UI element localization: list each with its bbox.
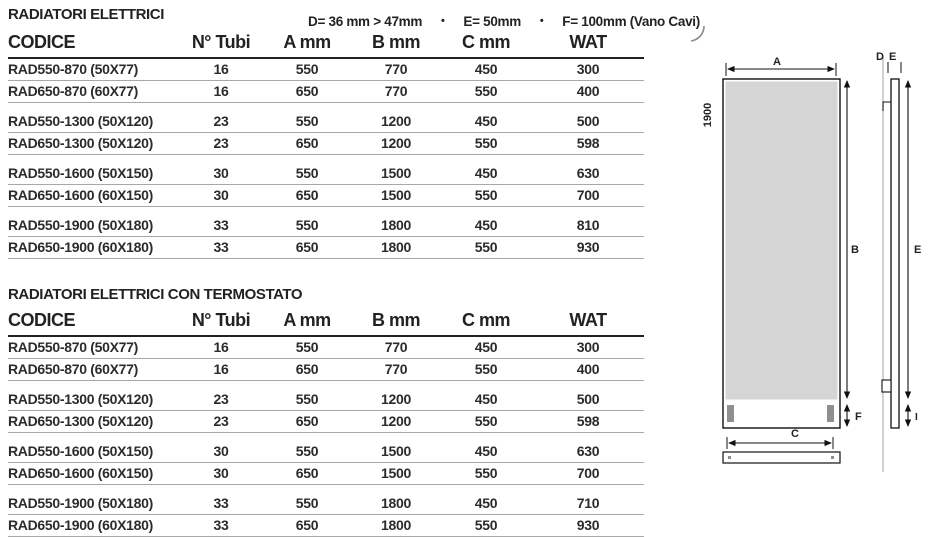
codice-cell: RAD650-1600 (60X150) xyxy=(8,185,180,207)
spec-f: F= 100mm (Vano Cavi) xyxy=(562,14,700,29)
codice-cell: RAD550-1600 (50X150) xyxy=(8,433,180,463)
side-view-profile xyxy=(891,79,899,428)
value-cell: 770 xyxy=(352,336,440,359)
value-cell: 1800 xyxy=(352,485,440,515)
value-cell: 300 xyxy=(532,336,644,359)
value-cell: 598 xyxy=(532,133,644,155)
value-cell: 630 xyxy=(532,433,644,463)
table-row xyxy=(8,237,644,259)
value-cell: 450 xyxy=(440,336,532,359)
value-cell: 23 xyxy=(180,133,262,155)
value-cell: 16 xyxy=(180,81,262,103)
value-cell: 550 xyxy=(262,381,352,411)
codice-cell: RAD650-1900 (60X180) xyxy=(8,515,180,537)
codice-cell: RAD550-1600 (50X150) xyxy=(8,155,180,185)
front-left-foot xyxy=(727,405,734,422)
value-cell: 400 xyxy=(532,81,644,103)
codice-cell: RAD650-1600 (60X150) xyxy=(8,463,180,485)
value-cell: 30 xyxy=(180,433,262,463)
value-cell: 550 xyxy=(262,58,352,81)
value-cell: 450 xyxy=(440,58,532,81)
value-cell: 1500 xyxy=(352,155,440,185)
col-header-codice: CODICE xyxy=(8,30,180,58)
table-row xyxy=(8,336,644,359)
value-cell: 23 xyxy=(180,381,262,411)
value-cell: 33 xyxy=(180,515,262,537)
table-row xyxy=(8,207,644,237)
codice-cell: RAD650-1300 (50X120) xyxy=(8,411,180,433)
codice-cell: RAD650-870 (60X77) xyxy=(8,359,180,381)
value-cell: 1500 xyxy=(352,185,440,207)
value-cell: 1500 xyxy=(352,433,440,463)
table-row xyxy=(8,185,644,207)
value-cell: 33 xyxy=(180,207,262,237)
radiator-technical-drawing xyxy=(690,25,929,482)
value-cell: 550 xyxy=(440,133,532,155)
value-cell: 1200 xyxy=(352,411,440,433)
radiators-table xyxy=(8,30,644,259)
value-cell: 550 xyxy=(440,185,532,207)
value-cell: 550 xyxy=(262,485,352,515)
value-cell: 650 xyxy=(262,463,352,485)
value-cell: 1800 xyxy=(352,207,440,237)
table-row xyxy=(8,103,644,133)
plan-left-foot xyxy=(728,456,731,459)
value-cell: 450 xyxy=(440,155,532,185)
value-cell: 550 xyxy=(262,155,352,185)
spec-d: D= 36 mm > 47mm xyxy=(308,14,423,29)
codice-cell: RAD550-870 (50X77) xyxy=(8,336,180,359)
value-cell: 550 xyxy=(262,207,352,237)
radiator-dimension-diagram xyxy=(690,25,929,482)
dimension-specs-line xyxy=(308,14,700,29)
dim-i-label: I xyxy=(915,412,918,423)
value-cell: 450 xyxy=(440,103,532,133)
tables-column xyxy=(8,6,700,537)
codice-cell: RAD550-1900 (50X180) xyxy=(8,485,180,515)
table-header-row xyxy=(8,308,644,336)
codice-cell: RAD550-870 (50X77) xyxy=(8,58,180,81)
value-cell: 23 xyxy=(180,411,262,433)
value-cell: 550 xyxy=(440,411,532,433)
value-cell: 33 xyxy=(180,485,262,515)
table-row xyxy=(8,133,644,155)
value-cell: 550 xyxy=(440,463,532,485)
col-header-c: C mm xyxy=(440,30,532,58)
lower-wall-bracket xyxy=(882,380,891,392)
value-cell: 16 xyxy=(180,359,262,381)
value-cell: 650 xyxy=(262,237,352,259)
spec-separator: • xyxy=(539,14,544,27)
value-cell: 598 xyxy=(532,411,644,433)
table-row xyxy=(8,515,644,537)
plan-right-foot xyxy=(831,456,834,459)
codice-cell: RAD650-1300 (50X120) xyxy=(8,133,180,155)
value-cell: 630 xyxy=(532,155,644,185)
value-cell: 300 xyxy=(532,58,644,81)
section1-title: RADIATORI ELETTRICI xyxy=(8,6,165,23)
col-header-c: C mm xyxy=(440,308,532,336)
col-header-tubi: N° Tubi xyxy=(180,30,262,58)
codice-cell: RAD550-1900 (50X180) xyxy=(8,207,180,237)
value-cell: 30 xyxy=(180,463,262,485)
dim-d-label: D xyxy=(876,51,884,63)
dim-b-label: B xyxy=(851,244,859,256)
value-cell: 550 xyxy=(440,237,532,259)
value-cell: 16 xyxy=(180,58,262,81)
table-row xyxy=(8,81,644,103)
value-cell: 650 xyxy=(262,515,352,537)
value-cell: 30 xyxy=(180,185,262,207)
front-right-foot xyxy=(827,405,834,422)
dim-e-top-label: E xyxy=(889,51,897,63)
value-cell: 550 xyxy=(440,359,532,381)
value-cell: 650 xyxy=(262,185,352,207)
value-cell: 930 xyxy=(532,515,644,537)
col-header-a: A mm xyxy=(262,30,352,58)
value-cell: 400 xyxy=(532,359,644,381)
value-cell: 1500 xyxy=(352,463,440,485)
value-cell: 550 xyxy=(440,515,532,537)
col-header-b: B mm xyxy=(352,30,440,58)
value-cell: 450 xyxy=(440,381,532,411)
radiators-thermostat-table xyxy=(8,308,644,537)
col-header-b: B mm xyxy=(352,308,440,336)
table-row xyxy=(8,359,644,381)
value-cell: 1800 xyxy=(352,237,440,259)
codice-cell: RAD650-870 (60X77) xyxy=(8,81,180,103)
table-row xyxy=(8,463,644,485)
table-row xyxy=(8,433,644,463)
col-header-codice: CODICE xyxy=(8,308,180,336)
value-cell: 450 xyxy=(440,207,532,237)
dim-f-label: F xyxy=(855,411,862,423)
table-header-row xyxy=(8,30,644,58)
value-cell: 1200 xyxy=(352,103,440,133)
value-cell: 550 xyxy=(262,103,352,133)
table-row xyxy=(8,411,644,433)
value-cell: 30 xyxy=(180,155,262,185)
decorative-arc xyxy=(691,26,704,41)
value-cell: 650 xyxy=(262,411,352,433)
value-cell: 450 xyxy=(440,433,532,463)
value-cell: 500 xyxy=(532,381,644,411)
value-cell: 550 xyxy=(440,81,532,103)
value-cell: 650 xyxy=(262,133,352,155)
spec-separator: • xyxy=(440,14,445,27)
codice-cell: RAD650-1900 (60X180) xyxy=(8,237,180,259)
dim-c-label: C xyxy=(791,428,799,440)
table-row xyxy=(8,155,644,185)
value-cell: 16 xyxy=(180,336,262,359)
value-cell: 500 xyxy=(532,103,644,133)
table-row xyxy=(8,485,644,515)
upper-wall-bracket xyxy=(883,102,891,111)
section2-title: RADIATORI ELETTRICI CON TERMOSTATO xyxy=(8,286,303,303)
value-cell: 930 xyxy=(532,237,644,259)
front-view-panel xyxy=(726,82,838,400)
value-cell: 550 xyxy=(262,336,352,359)
section2 xyxy=(8,286,658,537)
dim-a-label: A xyxy=(773,56,781,68)
value-cell: 700 xyxy=(532,185,644,207)
value-cell: 770 xyxy=(352,359,440,381)
codice-cell: RAD550-1300 (50X120) xyxy=(8,103,180,133)
value-cell: 1800 xyxy=(352,515,440,537)
dim-e-side-label: E xyxy=(914,244,922,256)
table-row xyxy=(8,381,644,411)
overall-height-label: 1900 xyxy=(702,102,714,128)
value-cell: 650 xyxy=(262,359,352,381)
value-cell: 710 xyxy=(532,485,644,515)
value-cell: 700 xyxy=(532,463,644,485)
spec-e: E= 50mm xyxy=(463,14,521,29)
col-header-a: A mm xyxy=(262,308,352,336)
value-cell: 1200 xyxy=(352,133,440,155)
codice-cell: RAD550-1300 (50X120) xyxy=(8,381,180,411)
value-cell: 23 xyxy=(180,103,262,133)
value-cell: 770 xyxy=(352,58,440,81)
value-cell: 770 xyxy=(352,81,440,103)
bottom-plan-view xyxy=(723,452,840,463)
value-cell: 650 xyxy=(262,81,352,103)
value-cell: 1200 xyxy=(352,381,440,411)
value-cell: 550 xyxy=(262,433,352,463)
col-header-wat: WAT xyxy=(532,308,644,336)
table-row xyxy=(8,58,644,81)
value-cell: 33 xyxy=(180,237,262,259)
col-header-tubi: N° Tubi xyxy=(180,308,262,336)
col-header-wat: WAT xyxy=(532,30,644,58)
value-cell: 450 xyxy=(440,485,532,515)
value-cell: 810 xyxy=(532,207,644,237)
